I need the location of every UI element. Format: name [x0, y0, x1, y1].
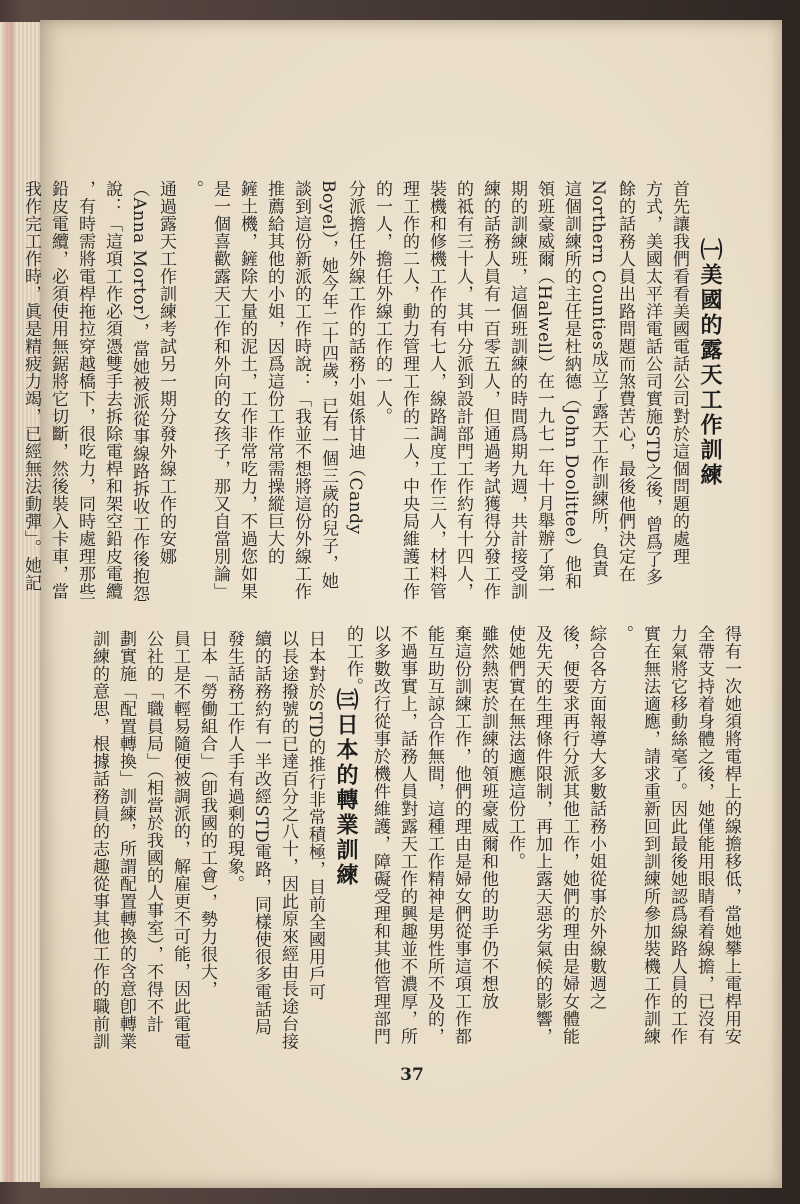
text-column: 雖然熱衷於訓練的領班豪威爾和他的助手仍不想放: [478, 625, 498, 1010]
text-column: 首先讓我們看看美國電話公司對於這個問題的處理: [669, 180, 689, 565]
page-number: 37: [400, 1065, 424, 1085]
book-page: [21, 20, 782, 1188]
text-column: 以多數改行從事於機件維護，障礙受理和其他管理部門: [370, 625, 390, 1045]
text-column: 推薦給其他的小姐，因爲這份工作常需操縱巨大的: [264, 180, 284, 565]
text-column: 及先天的生理條件限制，再加上露天惡劣氣候的影響，: [532, 625, 552, 1045]
text-column: 的一人，擔任外線工作的一人。: [372, 180, 392, 425]
text-column: ，有時需將電桿拖拉穿越橋下，很吃力，同時處理那些: [75, 180, 95, 600]
text-column: 公社的「職員局」（相當於我國的人事室），不得不計: [143, 630, 163, 1033]
text-column: 餘的話務人員出路問題而煞費苦心，最後他們決定在: [615, 180, 635, 583]
text-column: 能互助互諒合作無間，這種工作精神是男性所不及的，: [424, 625, 444, 1045]
text-column: 日本對於STD的推行非常積極，目前全國用戶可: [305, 630, 325, 1001]
section-heading-japan-training: ㈢日本的轉業訓練: [333, 688, 358, 888]
text-column: 全帶支持着身體之後，她僅能用眼睛看着線擔，已沒有: [694, 625, 714, 1045]
text-block-bottom-left: [89, 630, 326, 1050]
text-column: 說：「這項工作必須憑雙手去拆除電桿和架空鉛皮電纜: [102, 180, 122, 600]
text-block-top-right: [21, 180, 690, 603]
text-column: 方式，美國太平洋電話公司實施STD之後，曾爲了多: [642, 180, 662, 586]
text-column: 續的話務約有一半改經STD電路，同樣使很多電話局: [251, 630, 271, 1036]
text-column: 實在無法適應，請求重新回到訓練所參加裝機工作訓練: [640, 625, 660, 1045]
text-column: 裝機和修機工作的有七人，線路調度工作三人，材料管: [426, 180, 446, 600]
text-column: 通過露天工作訓練考試另一期分發外線工作的安娜: [156, 180, 176, 565]
text-column: 綜合各方面報導大多數話務小姐從事於外線數週之: [586, 625, 606, 1010]
text-column: 鏟土機，鏟除大量的泥土，工作非常吃力，不過您如果: [237, 180, 257, 600]
text-column: 得有一次她須將電桿上的線擔移低，當她攀上電桿用安: [721, 625, 741, 1045]
text-column: 力氣將它移動絲毫了。因此最後她認爲線路人員的工作: [667, 625, 687, 1045]
text-column: 發生話務工作人手有過剩的現象。: [224, 630, 244, 893]
text-column: 不過事實上，話務人員對露天工作的興趣並不濃厚，所: [397, 625, 417, 1045]
text-column: 的工作。: [343, 625, 363, 695]
text-column: Boyel），她今年二十四歲，已有一個三歲的兒子，她: [318, 180, 338, 590]
text-column: 。: [183, 180, 203, 198]
text-column: Northern Counties成立了露天工作訓練所，負責: [588, 180, 608, 578]
text-column: 劃實施「配置轉換」訓練，所謂配置轉換的含意卽轉業: [116, 630, 136, 1050]
text-column: 理工作的二人，動力管理工作的二人，中央局維護工作: [399, 180, 419, 600]
text-column: 。: [613, 625, 633, 643]
text-column: 後，便要求再行分派其他工作，她們的理由是婦女體能: [559, 625, 579, 1045]
text-column: 期的訓練班，這個班訓練的時間爲期九週，共計接受訓: [507, 180, 527, 600]
text-column: 的祗有三十人，其中分派到設計部門工作約有十四人，: [453, 180, 473, 600]
text-column: 使她們實在無法適應這份工作。: [505, 625, 525, 870]
text-column: 員工是不輕易隨便被調派的，解雇更不可能，因此電電: [170, 630, 190, 1050]
text-column: 練的話務人員有一百零五人，但通過考試獲得分發工作: [480, 180, 500, 600]
section-heading-us-outdoor-training: ㈠美國的露天工作訓練: [697, 238, 722, 488]
text-column: 這個訓練所的主任是杜納德（John Doolittee）他和: [561, 180, 581, 591]
text-column: 談到這份新派的工作時說：「我並不想將這份外線工作: [291, 180, 311, 600]
text-column: 棄這份訓練工作，他們的理由是婦女們從事這項工作都: [451, 625, 471, 1045]
text-column: 分派擔任外線工作的話務小姐係甘迪（Candy: [345, 180, 365, 535]
text-column: 日本「勞働組合」（卽我國的工會），勢力很大，: [197, 630, 217, 998]
text-column: （Anna Mortor），當她被派從事線路拆收工作後抱怨: [129, 180, 149, 603]
text-column: 訓練的意思，根據話務員的志趣從事其他工作的職前訓: [89, 630, 109, 1050]
text-column: 鉛皮電纜，必須使用無鋸將它切斷，然後裝入卡車，當: [48, 180, 68, 600]
text-column: 以長途撥號的已達百分之八十，因此原來經由長途台接: [278, 630, 298, 1050]
text-column: 領班豪威爾（Halwell）在一九七一年十月舉辦了第一: [534, 180, 554, 600]
text-column: 是一個喜歡露天工作和外向的女孩子，那又自當別論」: [210, 180, 230, 600]
text-column: 我作完工作時，眞是精疲力竭，已經無法動彈」。她記: [21, 180, 41, 592]
